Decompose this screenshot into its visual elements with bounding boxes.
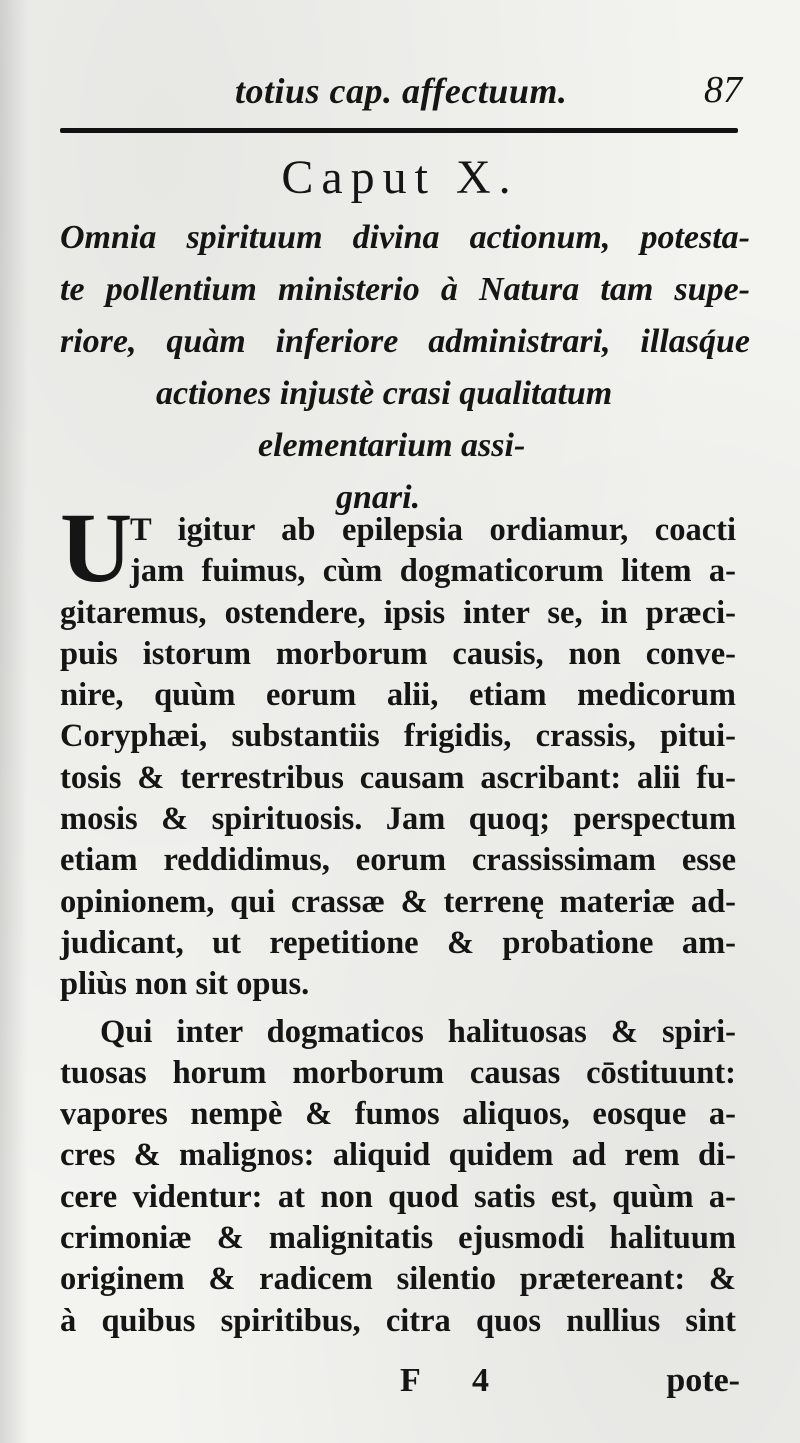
summary-line: gnari. <box>336 479 421 516</box>
drop-capital: U <box>60 492 133 603</box>
body-text <box>60 510 736 1342</box>
text-line: crimoniæ & malignitatis ejusmodi halituum <box>60 1220 736 1257</box>
text-line: mosis & spirituosis. Jam quoq; perspectum <box>60 801 736 838</box>
summary-line: Omnia spirituum divina actionum, potesta- <box>60 219 750 256</box>
summary-line: elementarium assi- <box>258 427 526 464</box>
text-line: cere videntur: at non quod satis est, quùm a- <box>60 1178 736 1215</box>
text-line: T igitur ab epilepsia ordiamur, coacti <box>130 512 736 548</box>
text-line: opinionem, qui crassæ & terrenę materiæ ad- <box>60 883 736 920</box>
text-line: vapores nempè & fumos aliquos, eosque a- <box>60 1096 736 1133</box>
chapter-summary <box>60 212 750 524</box>
chapter-heading: Caput X. <box>281 151 519 204</box>
text-line: cres & malignos: aliquid quidem ad rem di- <box>60 1137 736 1174</box>
text-line: tosis & terrestribus causam ascribant: alii fu- <box>60 759 736 796</box>
signature-mark: F 4 <box>400 1362 512 1399</box>
text-line: Qui inter dogmaticos halituosas & spiri- <box>100 1013 736 1050</box>
summary-line: riore, quàm inferiore administrari, illasq́ue <box>60 323 750 360</box>
text-line: puis istorum morborum causis, non conve- <box>60 635 736 672</box>
text-line: nire, quùm eorum alii, etiam medicorum <box>60 677 736 714</box>
header-rule <box>60 128 738 133</box>
text-line: judicant, ut repetitione & probatione am- <box>60 924 736 961</box>
catchword: pote- <box>666 1362 740 1399</box>
summary-line: te pollentium ministerio à Natura tam supe- <box>60 271 750 308</box>
text-line: à quibus spiritibus, citra quos nullius sint <box>60 1302 736 1339</box>
text-line: jam fuimus, cùm dogmaticorum litem a- <box>130 553 736 590</box>
text-line: tuosas horum morborum causas cōstituunt: <box>60 1054 736 1091</box>
page-footer <box>60 1362 740 1402</box>
text-line: originem & radicem silentio prætereant: & <box>60 1261 736 1298</box>
running-title: totius cap. affectuum. <box>235 71 568 111</box>
running-head <box>60 66 750 116</box>
page-number: 87 <box>704 69 742 111</box>
text-line: pliùs non sit opus. <box>60 966 310 1003</box>
text-line: Coryphæi, substantiis frigidis, crassis, pitui- <box>60 718 736 755</box>
text-line: etiam reddidimus, eorum crassissimam esse <box>60 842 736 879</box>
page-gutter-shadow <box>0 0 28 1443</box>
text-line: gitaremus, ostendere, ipsis inter se, in præci- <box>60 594 736 631</box>
summary-line: actiones injustè crasi qualitatum <box>156 375 613 412</box>
